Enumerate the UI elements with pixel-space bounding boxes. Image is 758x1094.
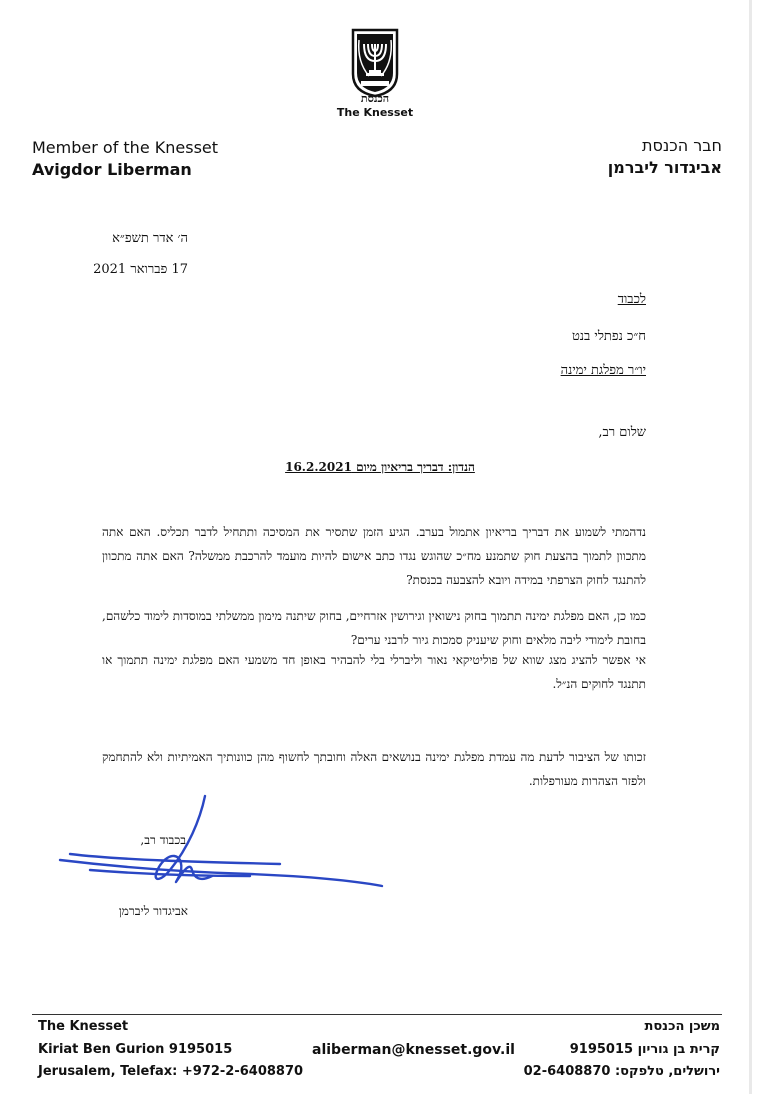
footer-address-hebrew-line: משכן הכנסת: [644, 1019, 720, 1034]
letter-paragraph: כמו כן, האם מפלגת ימינה תתמוך בחוק נישואין וגירושין אזרחיים, בחוק שיתנה מימון ממשלתי במוסדות לימוד כלשהם, בחובת לימודי ליבה מלאים וחוק שיעניק סמכות גיור לרבני ערים?: [102, 609, 646, 647]
recipient-role: יו״ר מפלגת ימינה: [560, 363, 646, 378]
greeting: שלום רב,: [598, 425, 646, 440]
emblem-caption-hebrew: הכנסת: [360, 92, 390, 105]
footer-email: aliberman@knesset.gov.il: [312, 1042, 515, 1058]
emblem-caption-english: The Knesset: [336, 106, 414, 119]
signer-name: אביגדור ליברמן: [118, 904, 188, 918]
sender-name-hebrew: אביגדור ליברמן: [607, 158, 722, 177]
knesset-menorah-emblem-icon: [347, 26, 403, 98]
subject-line: הנדון: דבריך בריאיון מיום 16.2.2021: [285, 460, 475, 474]
gregorian-date: 17 פברואר 2021: [93, 262, 188, 277]
sender-title-english: Member of the Knesset: [32, 138, 219, 157]
letter-paragraph: אי אפשר להציג מצג שווא של פוליטיקאי נאור וליברלי בלי להבהיר באופן חד משמעי האם מפלגת ימינה תתמוך או תתנגד לחוקים הנ״ל.: [102, 653, 646, 691]
letter-paragraph: נדהמתי לשמוע את דבריך בריאיון אתמול בערב. הגיע הזמן שתסיר את המסיכה ותתחיל לדבר תכליס. האם אתה מתכוון לתמוך בהצעת חוק שתמנע מח״כ שהוגש נגדו כתב אישום להיות מועמד להרכבת ממשלה? האם אתה מתכוון להתנגד לחוק הצרפתי במידה ויובא להצבעה בכנסת?: [102, 525, 646, 587]
footer-address-hebrew-line: קרית בן גוריון 9195015: [569, 1042, 720, 1057]
handwritten-signature: [50, 790, 395, 900]
footer-address-english-line: Kiriat Ben Gurion 9195015: [38, 1042, 233, 1057]
recipient-label: לכבוד: [617, 292, 646, 307]
closing: בכבוד רב,: [140, 833, 186, 847]
page-edge-shadow: [749, 0, 752, 1094]
footer-address-english-line: Jerusalem, Telefax: +972-2-6408870: [38, 1064, 304, 1079]
sender-name-english: Avigdor Liberman: [32, 160, 192, 179]
footer-divider: [32, 1014, 722, 1015]
sender-title-hebrew: חבר הכנסת: [641, 136, 722, 155]
footer-address-hebrew-line: ירושלים, טלפקס: 02-6408870: [523, 1064, 720, 1079]
footer-address-english-line: The Knesset: [38, 1019, 129, 1034]
hebrew-date: ה׳ אדר תשפ״א: [112, 231, 188, 246]
letter-paragraph: זכותו של הציבור לדעת מה עמדת מפלגת ימינה בנושאים האלה וחובתך לחשוף מהן כוונותיך האמיתיות ולא להתחמק ולפזר הצהרות מעורפלות.: [102, 750, 646, 788]
recipient-name: ח״כ נפתלי בנט: [571, 329, 646, 344]
